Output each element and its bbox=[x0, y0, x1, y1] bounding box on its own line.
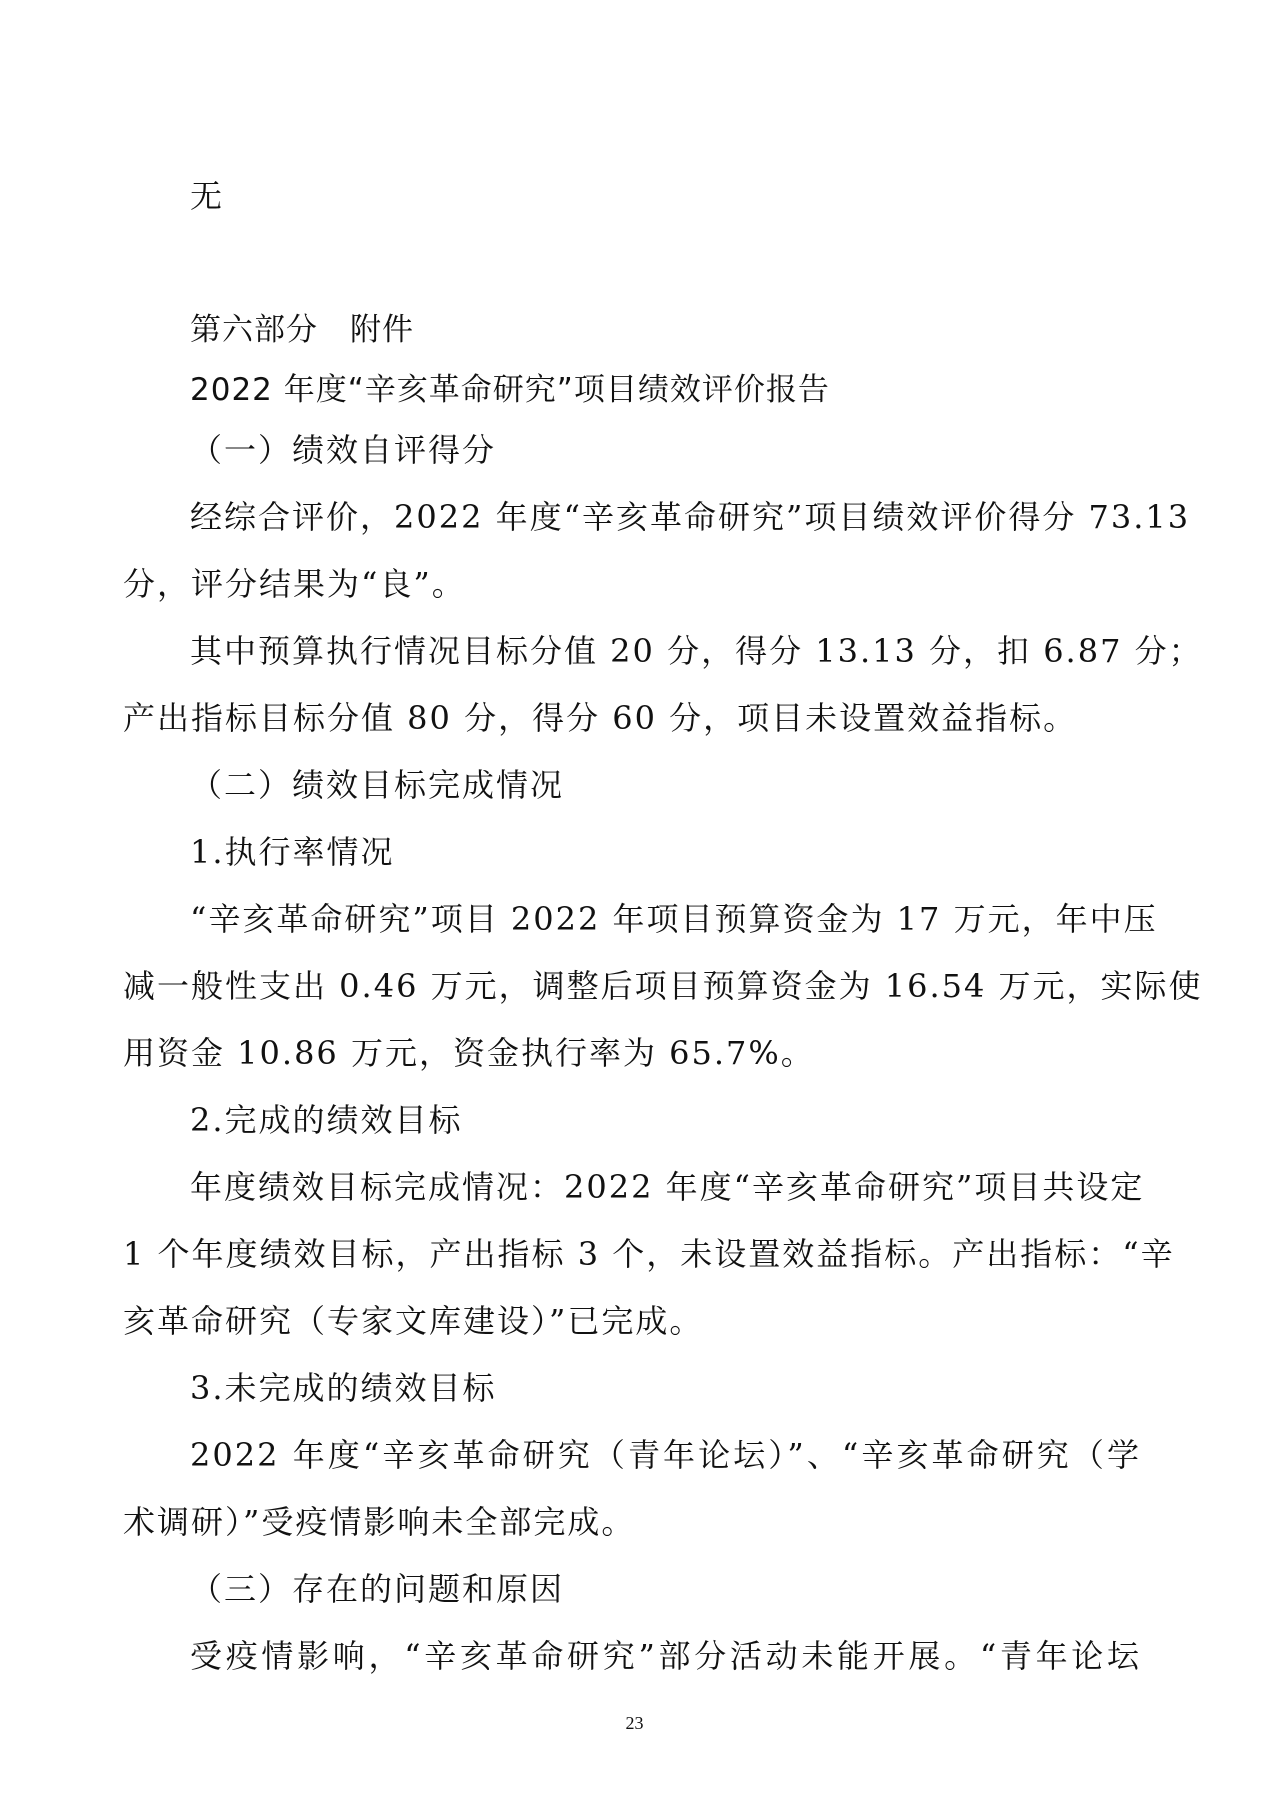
paragraph-line: 经综合评价，2022 年度“辛亥革命研究”项目绩效评价得分 73.13 bbox=[190, 498, 1191, 536]
item-heading-execution-rate: 1.执行率情况 bbox=[190, 833, 395, 871]
paragraph-line: 1 个年度绩效目标，产出指标 3 个，未设置效益指标。产出指标：“辛 bbox=[123, 1235, 1175, 1273]
paragraph-line: 产出指标目标分值 80 分，得分 60 分，项目未设置效益指标。 bbox=[123, 699, 1078, 737]
paragraph-line: 术调研）”受疫情影响未全部完成。 bbox=[123, 1503, 636, 1541]
subheading-goal-completion: （二）绩效目标完成情况 bbox=[190, 766, 565, 804]
paragraph-line: 受疫情影响，“辛亥革命研究”部分活动未能开展。“青年论坛 bbox=[190, 1637, 1141, 1675]
paragraph-line: 亥革命研究（专家文库建设）”已完成。 bbox=[123, 1302, 704, 1340]
paragraph-line: 2022 年度“辛亥革命研究（青年论坛）”、“辛亥革命研究（学 bbox=[190, 1436, 1141, 1474]
subheading-self-score: （一）绩效自评得分 bbox=[190, 431, 497, 469]
paragraph-line: 其中预算执行情况目标分值 20 分，得分 13.13 分，扣 6.87 分； bbox=[190, 632, 1203, 670]
paragraph-line: 年度绩效目标完成情况：2022 年度“辛亥革命研究”项目共设定 bbox=[190, 1168, 1145, 1206]
paragraph-line: “辛亥革命研究”项目 2022 年项目预算资金为 17 万元，年中压 bbox=[190, 900, 1158, 938]
section-heading-part-six: 第六部分 附件 bbox=[190, 312, 414, 348]
paragraph-line: 分，评分结果为“良”。 bbox=[123, 565, 466, 603]
paragraph-line: 减一般性支出 0.46 万元，调整后项目预算资金为 16.54 万元，实际使 bbox=[123, 967, 1203, 1005]
paragraph-line: 用资金 10.86 万元，资金执行率为 65.7%。 bbox=[123, 1034, 815, 1072]
item-heading-unfinished-goals: 3.未完成的绩效目标 bbox=[190, 1369, 497, 1407]
subheading-problems-causes: （三）存在的问题和原因 bbox=[190, 1570, 565, 1608]
report-title: 2022 年度“辛亥革命研究”项目绩效评价报告 bbox=[190, 372, 830, 408]
page-number: 23 bbox=[625, 1713, 644, 1733]
text-line-none: 无 bbox=[190, 177, 225, 215]
item-heading-completed-goals: 2.完成的绩效目标 bbox=[190, 1101, 463, 1139]
